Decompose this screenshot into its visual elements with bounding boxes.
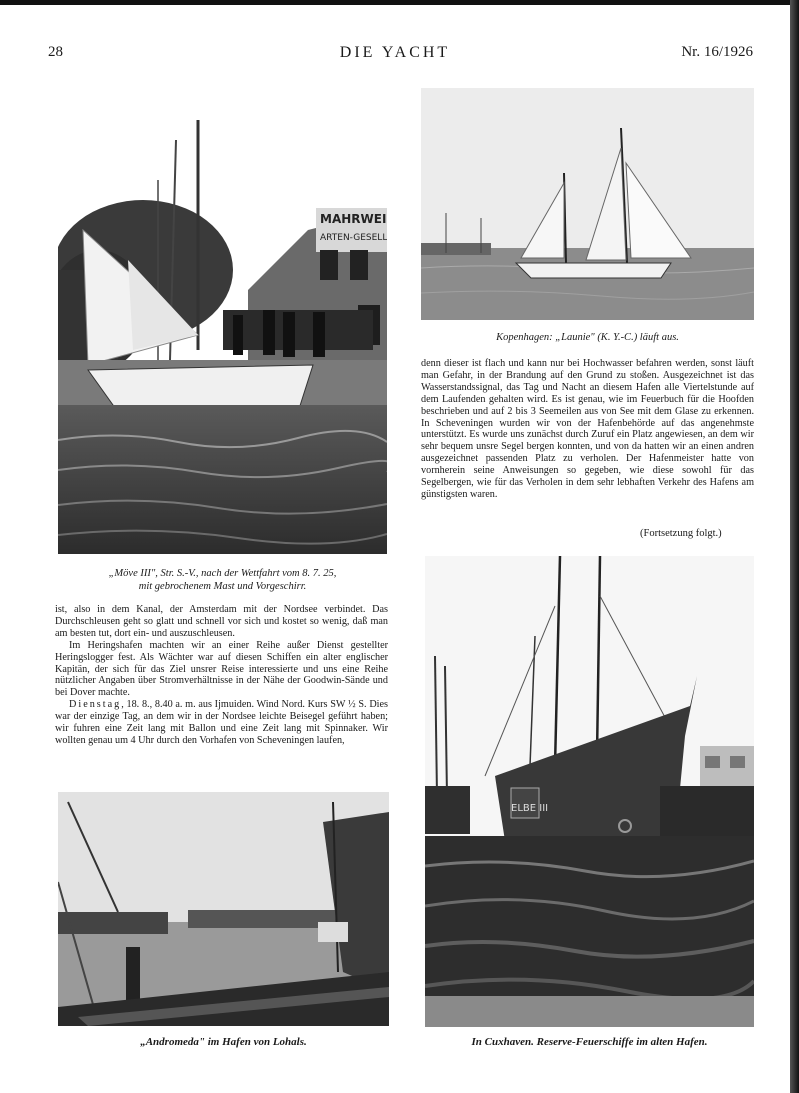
caption-moewe-line2: mit gebrochenem Mast und Vorgeschirr.: [138, 581, 307, 592]
photo-cuxhaven: [425, 556, 754, 1027]
photo-moewe-iii: [58, 120, 387, 554]
caption-moewe-line1: „Möve III", Str. S.-V., nach der Wettfahrt vom 8. 7. 25,: [108, 568, 337, 579]
caption-launie: Kopenhagen: „Launie" (K. Y.-C.) läuft aus.: [496, 332, 679, 343]
page-number: 28: [48, 44, 63, 60]
building-sign-2: ARTEN-GESELL: [320, 233, 387, 243]
photo-launie: [421, 88, 754, 320]
caption-moewe: [58, 567, 387, 593]
top-edge: [0, 0, 799, 5]
paragraph: Im Heringshafen machten wir an einer Reihe außer Dienst gestellter Heringslogger fest. Als Wächter war auf diesen Schiffen ein alter englischer Kapitän, der sich für das Ziel unsrer Reise interessierte und uns eine Reihe nützlicher Angaben über Stromverhältnisse in der Nähe der Goodwin-Sände und bei Dover machte.: [55, 639, 388, 699]
day-name: Dienstag: [69, 699, 122, 711]
paragraph: [55, 699, 388, 747]
journal-title: DIE YACHT: [339, 44, 451, 61]
paragraph-rest: , 18. 8., 8.40 a. m. aus Ijmuiden. Wind Nord. Kurs SW ½ S. Dies war der einzige Tag, an dem wir in der Nordsee leichte Beisegel geführt haben; wir fuhren eine Zeit lang mit Ballon und eine Zeit lang mit Spinnaker. Wir wollten genau um 4 Uhr durch den Vorhafen von Scheveningen laufen,: [55, 699, 388, 746]
issue-number: Nr. 16/1926: [681, 44, 753, 60]
lightship-label: ELBE III: [511, 803, 549, 814]
caption-andromeda: „Andromeda" im Hafen von Lohals.: [140, 1036, 307, 1048]
left-column-text: [55, 604, 388, 747]
paragraph: ist, also in dem Kanal, der Amsterdam mit der Nordsee verbindet. Das Durchschleusen geht so glatt und schnell vor sich und kostet so wenig, daß man am besten tut, dort ein- und auszuschleusen.: [55, 604, 388, 639]
binding-edge: [790, 0, 799, 1093]
paragraph: denn dieser ist flach und kann nur bei Hochwasser befahren werden, sonst läuft man Gefahr, in der Brandung auf den Grund zu stoßen. Ausgezeichnet ist das Wasserstandssignal, das Tag und Nacht an diesem Hafen alle Viertelstunde auf dem Laufenden gehalten wird. Es ist genau, wie im Feuerbuch für die Hoofden beschrieben und auf 2 bis 3 Seemeilen aus von See mit dem Glase zu erkennen. In Scheveningen wurden wir von der Hafenbehörde auf das angenehmste unterstützt. Es wurde uns zunächst durch Zuruf ein Platz angewiesen, an dem wir sehr bequem unsre Segel bergen konnten, und von da hatten wir an einen andren ausgezeichnet passenden Platz zu verholen. Der Hafenmeister hatte von vornherein seine Anweisungen so gegeben, wie diese sowohl für das Segelbergen, wie für das Verholen in dem sehr lebhaften Verkehr des Hafens am günstigsten waren.: [421, 358, 754, 500]
building-sign: MAHRWEI: [320, 212, 387, 226]
right-column-text: [421, 358, 754, 501]
continuation-note: (Fortsetzung folgt.): [640, 528, 722, 539]
photo-andromeda: [58, 792, 389, 1026]
caption-cuxhaven: In Cuxhaven. Reserve-Feuerschiffe im alten Hafen.: [471, 1036, 708, 1048]
